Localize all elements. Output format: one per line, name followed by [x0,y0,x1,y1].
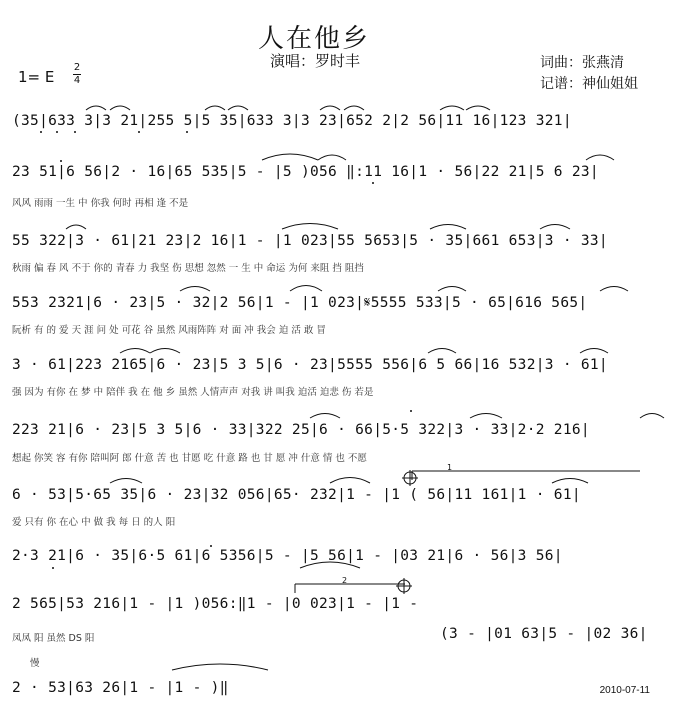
slur [470,414,502,419]
slur [466,106,490,110]
composer-credit: 词曲：张燕清 [540,55,624,71]
slur [320,106,340,110]
low-dot [410,410,412,412]
slur [438,287,466,292]
slur [552,479,588,484]
slur [228,106,248,110]
score-line-9: 2 565|53 216|1 - |1 )056:‖1 - |0 023|1 - |1 - [12,596,419,612]
slur [586,155,614,160]
low-dot [138,131,140,133]
meter-top: 2 [73,62,81,73]
slur [330,478,370,484]
slur [440,106,464,110]
slur [540,225,570,230]
low-dot [186,131,188,133]
slur [310,414,340,419]
low-dot [74,131,76,133]
score-line-6: 223 21|6 · 23|5 3 5|6 · 33|322 25|6 · 66|5·5 322|3 · 33|2·2 216| [12,422,590,438]
slur [344,106,364,110]
song-title: 人在他乡 [258,24,371,54]
slur [150,349,180,354]
slur [428,349,456,354]
coda-mark-2 [398,580,410,592]
slur [318,155,346,160]
lyric-line-10: 慢 [30,658,40,669]
volta-2-label: 2 [342,576,348,585]
slur [205,106,225,110]
meter-bottom: 4 [73,75,81,86]
slur [282,224,338,230]
slur [110,106,130,110]
slur [600,287,628,292]
slur [640,414,664,419]
lyric-line-6: 想起 你笑 容 有你 陪叫阿 郎 什意 苦 也 甘愿 吃 什意 路 也 甘 愿 冲 什意 情 也 不愿 [12,453,367,464]
slur [580,349,608,354]
score-line-4: 553 2321|6 · 23|5 · 32|2 56|1 - |1 023|𝄋5555 533|5 · 65|616 565| [12,295,588,311]
slur [66,225,86,229]
score-line-8: 2·3 21|6 · 35|6·5 61|6 5356|5 - |5 56|1 - |03 21|6 · 56|3 56| [12,548,563,564]
score-line-5: 3 · 61|223 2165|6 · 23|5 3 5|6 · 23|5555 556|6 5 66|16 532|3 · 61| [12,357,608,373]
key-signature: 1= E [18,68,55,86]
slur [290,286,322,292]
slur [180,287,210,292]
coda-fragment: (3 - |01 63|5 - |02 36| [440,626,648,642]
low-dot [56,131,58,133]
slur [172,664,268,670]
lyric-line-9: 凤凤 阳 虽然 DS 阳 [12,633,95,644]
slur [120,349,150,354]
score-line-7: 6 · 53|5·65 35|6 · 23|32 056|65· 232|1 - |1 ( 56|11 161|1 · 61| [12,487,581,503]
low-dot [52,567,54,569]
low-dot [40,131,42,133]
slur [110,479,142,484]
slur [86,106,106,110]
coda-mark-1 [404,472,416,484]
lyric-line-7: 爱 只有 你 在心 中 做 我 每 日 的人 阳 [12,517,176,528]
singer-credit: 演唱：罗时丰 [270,52,361,70]
low-dot [372,182,374,184]
lyric-line-2: 风风 雨雨 一生 中 你我 何时 再相 逢 不是 [12,198,189,209]
notation-date: 2010-07-11 [599,685,650,696]
lyric-line-5: 强 因为 有你 在 梦 中 陪伴 我 在 他 乡 虽然 人情声声 对我 讲 叫我 迫活 迫悲 伤 若是 [12,387,374,398]
score-line-10: 2 · 53|63 26|1 - |1 - )‖ [12,680,229,696]
slur [430,225,466,230]
volta-1-label: 1 [447,463,453,472]
high-dot [60,160,62,162]
lyric-line-4: 阮析 有 的 爱 天 涯 问 处 可花 谷 虽然 风雨阵阵 对 面 冲 我会 迫 活 敢 冒 [12,325,326,336]
slur [262,154,318,160]
score-line-2: 23 51|6 56|2 · 16|65 535|5 - |5 )056 ‖:11 16|1 · 56|22 21|5 6 23| [12,164,599,180]
score-line-3: 55 322|3 · 61|21 23|2 16|1 - |1 023|55 5653|5 · 35|661 653|3 · 33| [12,233,608,249]
time-signature [73,63,81,86]
lyric-line-3: 秋雨 偏 春 风 不于 你的 青春 力 我坚 伤 思想 忽然 一 生 中 命运 为何 来阻 挡 阻挡 [12,263,364,274]
high-dot [210,545,212,547]
notator-credit: 记谱：神仙姐姐 [540,76,638,92]
score-line-1: (35|633 3|3 21|255 5|5 35|633 3|3 23|652 2|2 56|11 16|123 321| [12,113,572,129]
